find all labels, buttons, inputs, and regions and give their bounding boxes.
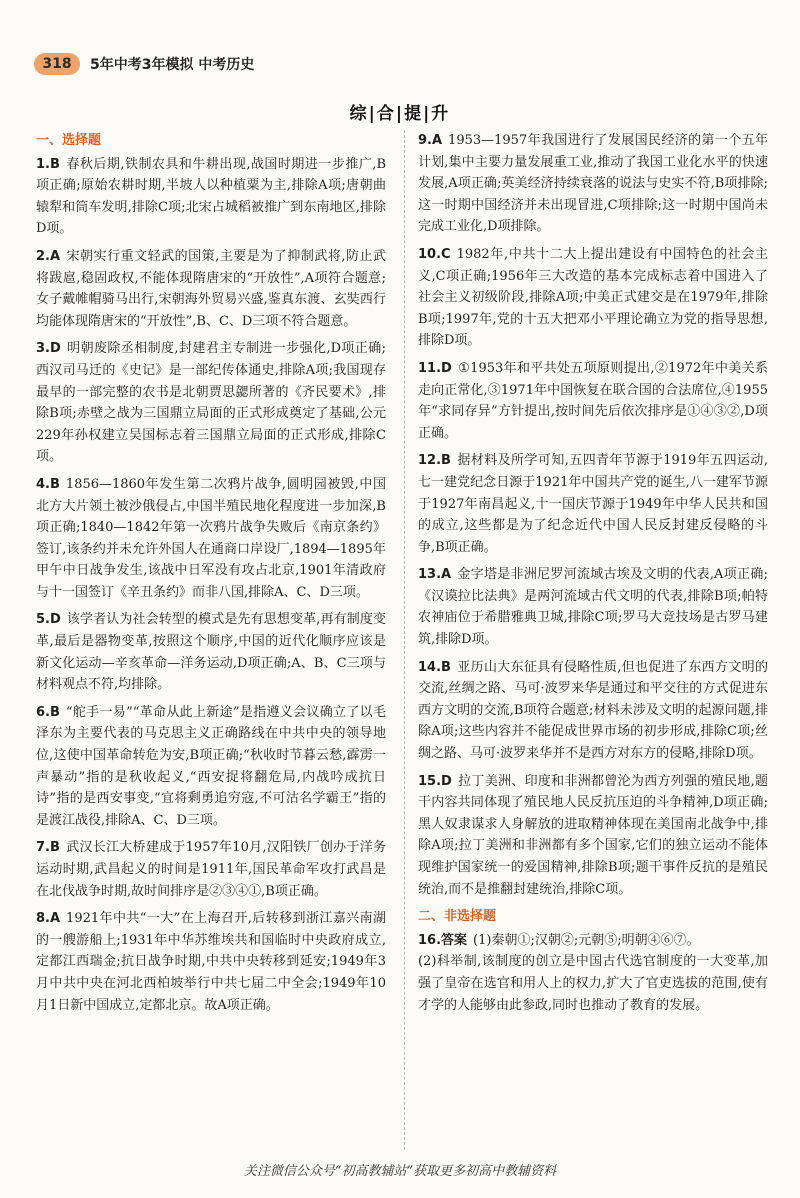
answer-number: 5.D <box>36 612 61 628</box>
answer-text: “舵手一易”“革命从此上新途”是指遵义会议确立了以毛泽东为主要代表的马克思主义正确路线在中共中央的领导地位,这使中国革命转危为安,B项正确;“秋收时节暮云愁,霹雳一声暴动”指的是秋收起义,“西安捉将翻危局,内战吟成抗日诗”指的是西安事变,“宜将剩勇追穷寇,不可沽名学霸王”指的是渡江战役,排除A、C、D三项。 <box>36 704 386 828</box>
footer-note: 关注微信公众号“初高教辅站”获取更多初高中教辅资料 <box>243 1164 557 1179</box>
answer-part-2: (2)科举制,该制度的创立是中国古代选官制度的一大变革,加强了皇帝在选官和用人上的权力,扩大了官吏选拔的范围,使有才学的人能够由此参政,同时也推动了教育的发展。 <box>418 954 768 1013</box>
answer-item-12 <box>418 450 768 558</box>
book-title: 5年中考3年模拟 中考历史 <box>90 57 255 73</box>
answer-number: 6.B <box>36 704 60 720</box>
answer-item-8 <box>36 908 386 1016</box>
answer-item-15 <box>418 771 768 901</box>
answer-text: 该学者认为社会转型的模式是先有思想变革,再有制度变革,最后是器物变革,按照这个顺序,中国的近代化顺序应该是新文化运动—辛亥革命—洋务运动,D项正确;A、B、C三项与材料观点不符,均排除。 <box>36 612 386 693</box>
page-number-badge: 318 <box>34 53 80 75</box>
left-column <box>36 130 386 1022</box>
answer-number: 16.答案 <box>418 932 468 948</box>
answer-text: 1921年中共“一大”在上海召开,后转移到浙江嘉兴南湖的一艘游船上;1931年中华苏维埃共和国临时中央政府成立,定都江西瑞金;抗日战争时期,中共中央转移到延安;1949年3月中共中央在河北西柏坡举行中共七届二中全会;1949年10月1日新中国成立,定都北京。故A项正确。 <box>36 911 386 1013</box>
answer-number: 9.A <box>418 133 443 148</box>
answer-text: 拉丁美洲、印度和非洲都曾沦为西方列强的殖民地,题干内容共同体现了殖民地人民反抗压迫的斗争精神,D项正确;黑人奴隶谋求人身解放的进取精神体现在美国南北战争中,排除A项;拉丁美洲和非洲都有多个国家,它们的独立运动不能体现维护国家统一的爱国精神,排除B项;题干事件反抗的是殖民统治,而不是推翻封建统治,排除C项。 <box>418 773 768 897</box>
answer-item-5 <box>36 609 386 695</box>
answer-number: 2.A <box>36 248 61 264</box>
section-label-non-choice: 二、非选择题 <box>418 909 497 925</box>
section-title-wrap <box>0 97 800 126</box>
answer-text: 金字塔是非洲尼罗河流域古埃及文明的代表,A项正确;《汉谟拉比法典》是两河流域古代文明的代表,排除B项;帕特农神庙位于希腊雅典卫城,排除C项;罗马大竞技场是古罗马建筑,排除D项。 <box>418 567 768 648</box>
answer-item-11 <box>418 358 768 444</box>
answer-item-14 <box>418 657 768 765</box>
page-header <box>34 52 254 76</box>
answer-number: 15.D <box>418 773 452 789</box>
answer-item-2 <box>36 246 386 332</box>
column-divider <box>404 130 405 1150</box>
section-title: 综|合|提|升 <box>349 104 451 124</box>
answer-text: 春秋后期,铁制农具和牛耕出现,战国时期进一步推广,B项正确;原始农耕时期,半坡人以种植粟为主,排除A项;唐朝曲辕犁和筒车发明,排除C项;北宋占城稻被推广到东南地区,排除D项。 <box>36 156 386 237</box>
answer-item-6 <box>36 702 386 832</box>
answer-item-1 <box>36 154 386 240</box>
answer-number: 10.C <box>418 246 451 262</box>
answer-number: 13.A <box>418 567 452 583</box>
answer-text: 据材料及所学可知,五四青年节源于1919年五四运动,七一建党纪念日源于1921年中国共产党的诞生,八一建军节源于1927年南昌起义,十一国庆节源于1949年中华人民共和国的成立,这些都是为了纪念近代中国人民反封建反侵略的斗争,B项正确。 <box>418 453 768 555</box>
answer-text: 武汉长江大桥建成于1957年10月,汉阳铁厂创办于洋务运动时期,武昌起义的时间是1911年,国民革命军攻打武昌是在北伐战争时期,故时间排序是②③④①,B项正确。 <box>36 840 386 899</box>
answer-number: 4.B <box>36 476 60 492</box>
answer-number: 7.B <box>36 840 60 856</box>
answer-text: ①1953年和平共处五项原则提出,②1972年中美关系走向正常化,③1971年中国恢复在联合国的合法席位,④1955年“求同存异”方针提出,按时间先后依次排序是①④③②,D项正确。 <box>418 360 768 441</box>
answer-number: 12.B <box>418 453 451 469</box>
answer-item-7 <box>36 837 386 902</box>
answer-text: 宋朝实行重文轻武的国策,主要是为了抑制武将,防止武将跋扈,稳固政权,不能体现隋唐宋的“开放性”,A项符合题意;女子戴帷帽骑马出行,宋朝海外贸易兴盛,鉴真东渡、玄奘西行均能体现隋唐宋的“开放性”,B、C、D三项不符合题意。 <box>36 248 386 329</box>
answer-text: 明朝废除丞相制度,封建君主专制进一步强化,D项正确;西汉司马迁的《史记》是一部纪传体通史,排除A项;我国现存最早的一部完整的农书是北朝贾思勰所著的《齐民要术》,排除B项;赤壁之战为三国鼎立局面的正式形成奠定了基础,公元229年孙权建立吴国标志着三国鼎立局面的正式形成,排除C项。 <box>36 341 386 465</box>
answer-text: 1856—1860年发生第二次鸦片战争,圆明园被毁,中国北方大片领土被沙俄侵占,中国半殖民地化程度进一步加深,B项正确;1840—1842年第一次鸦片战争失败后《南京条约》签订,该条约并未允许外国人在通商口岸设厂,1894—1895年甲午中日战争发生,该战中日军没有攻占北京,1901年清政府与十一国签订《辛丑条约》而非八国,排除A、C、D三项。 <box>36 476 386 600</box>
answer-text: 1982年,中共十二大上提出建设有中国特色的社会主义,C项正确;1956年三大改造的基本完成标志着中国进入了社会主义初级阶段,排除A项;中美正式建交是在1979年,排除B项;1997年,党的十五大把邓小平理论确立为党的指导思想,排除D项。 <box>418 246 768 349</box>
answer-number: 3.D <box>36 341 61 357</box>
answer-number: 11.D <box>418 360 452 376</box>
answer-text: 1953—1957年我国进行了发展国民经济的第一个五年计划,集中主要力量发展重工业,推动了我国工业化水平的快速发展,A项正确;英美经济持续衰落的说法与史实不符,B项排除;这一时期中国经济并未出现冒进,C项排除;这一时期中国尚未完成工业化,D项排除。 <box>418 133 768 235</box>
answer-item-9 <box>418 130 768 238</box>
answer-item-4 <box>36 474 386 604</box>
answer-number: 14.B <box>418 659 451 675</box>
answer-item-13 <box>418 564 768 650</box>
answer-part-1: (1)秦朝①;汉朝②;元朝⑤;明朝④⑥⑦。 <box>473 932 700 948</box>
right-column <box>418 130 768 1022</box>
answer-text: 亚历山大东征具有侵略性质,但也促进了东西方文明的交流,丝绸之路、马可·波罗来华是通过和平交往的方式促进东西方文明的交流,B项符合题意;材料未涉及文明的起源问题,排除A项;这些内容并不能促成世界市场的初步形成,排除C项;丝绸之路、马可·波罗来华并不是西方对东方的侵略,排除D项。 <box>418 659 768 762</box>
answer-item-10 <box>418 244 768 352</box>
answer-number: 1.B <box>36 156 60 172</box>
answer-item-3 <box>36 338 386 468</box>
answer-item-16 <box>418 930 768 1016</box>
answer-number: 8.A <box>36 911 61 927</box>
section-label-choice: 一、选择题 <box>36 133 102 148</box>
